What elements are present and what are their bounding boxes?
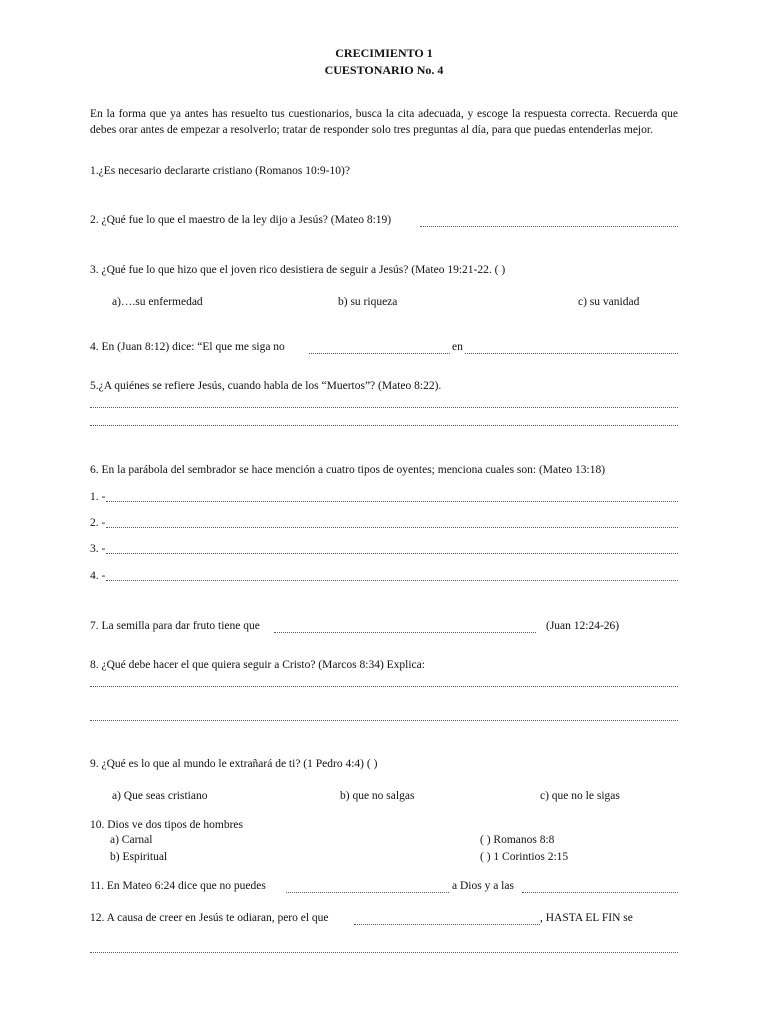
question-6: 6. En la parábola del sembrador se hace mención a cuatro tipos de oyentes; menciona cuales son: (Mateo 13:18) — [90, 464, 606, 476]
question-11-part1: 11. En Mateo 6:24 dice que no puedes — [90, 880, 266, 892]
q7-reference: (Juan 12:24-26) — [546, 620, 620, 632]
answer-line-6-1[interactable] — [106, 501, 678, 502]
question-1: 1.¿Es necesario declararte cristiano (Romanos 10:9-10)? — [90, 165, 350, 177]
question-10: 10. Dios ve dos tipos de hombres — [90, 819, 244, 831]
document-title: CRECIMIENTO 1 — [335, 46, 433, 60]
question-12-part1: 12. A causa de creer en Jesús te odiaran, pero el que — [90, 912, 329, 924]
q3-option-b[interactable]: b) su riqueza — [338, 296, 398, 308]
question-11-part2: a Dios y a las — [452, 880, 514, 892]
q9-option-c[interactable]: c) que no le sigas — [540, 790, 620, 802]
q3-option-c[interactable]: c) su vanidad — [578, 296, 640, 308]
answer-line-12a[interactable] — [354, 924, 540, 925]
q9-option-a[interactable]: a) Que seas cristiano — [112, 790, 208, 802]
q10-reference-a[interactable]: ( ) Romanos 8:8 — [480, 834, 555, 846]
question-5: 5.¿A quiénes se refiere Jesús, cuando habla de los “Muertos”? (Mateo 8:22). — [90, 380, 442, 392]
q6-item-2: 2. - — [90, 517, 106, 529]
q10-reference-b[interactable]: ( ) 1 Corintios 2:15 — [480, 851, 569, 863]
answer-line-6-3[interactable] — [106, 553, 678, 554]
answer-line-11a[interactable] — [286, 892, 449, 893]
answer-line-6-4[interactable] — [106, 580, 678, 581]
answer-line-6-2[interactable] — [106, 527, 678, 528]
q3-option-a[interactable]: a)….su enfermedad — [112, 296, 203, 308]
q6-item-3: 3. - — [90, 543, 106, 555]
instructions-paragraph: En la forma que ya antes has resuelto tus cuestionarios, busca la cita adecuada, y escoge la respuesta correcta. Recuerda que debes orar antes de empezar a resolverlo; tratar de responder solo tres preguntas al día, para que puedas entenderlas mejor. — [90, 108, 678, 136]
answer-line-4a[interactable] — [309, 353, 450, 354]
answer-line-5a[interactable] — [90, 407, 678, 408]
q10-item-a: a) Carnal — [110, 834, 153, 846]
answer-line-11b[interactable] — [522, 892, 678, 893]
answer-line-4b[interactable] — [465, 353, 678, 354]
question-12-part2: , HASTA EL FIN se — [540, 912, 633, 924]
q6-item-4: 4. - — [90, 570, 106, 582]
q9-option-b[interactable]: b) que no salgas — [340, 790, 415, 802]
question-9: 9. ¿Qué es lo que al mundo le extrañará de ti? (1 Pedro 4:4) ( ) — [90, 758, 378, 770]
question-2: 2. ¿Qué fue lo que el maestro de la ley dijo a Jesús? (Mateo 8:19) — [90, 214, 392, 226]
question-7: 7. La semilla para dar fruto tiene que — [90, 620, 260, 632]
answer-line-8a[interactable] — [90, 686, 678, 687]
question-4-part2: en — [452, 341, 463, 353]
question-8: 8. ¿Qué debe hacer el que quiera seguir a Cristo? (Marcos 8:34) Explica: — [90, 659, 425, 671]
document-subtitle: CUESTONARIO No. 4 — [324, 63, 444, 77]
answer-line-8b[interactable] — [90, 720, 678, 721]
question-3: 3. ¿Qué fue lo que hizo que el joven rico desistiera de seguir a Jesús? (Mateo 19:21-22. ( ) — [90, 264, 506, 276]
answer-line-5b[interactable] — [90, 425, 678, 426]
answer-line-12b[interactable] — [90, 952, 678, 953]
question-4-part1: 4. En (Juan 8:12) dice: “El que me siga no — [90, 341, 285, 353]
q10-item-b: b) Espiritual — [110, 851, 168, 863]
answer-line-2[interactable] — [420, 226, 678, 227]
answer-line-7[interactable] — [274, 632, 536, 633]
q6-item-1: 1. - — [90, 491, 106, 503]
